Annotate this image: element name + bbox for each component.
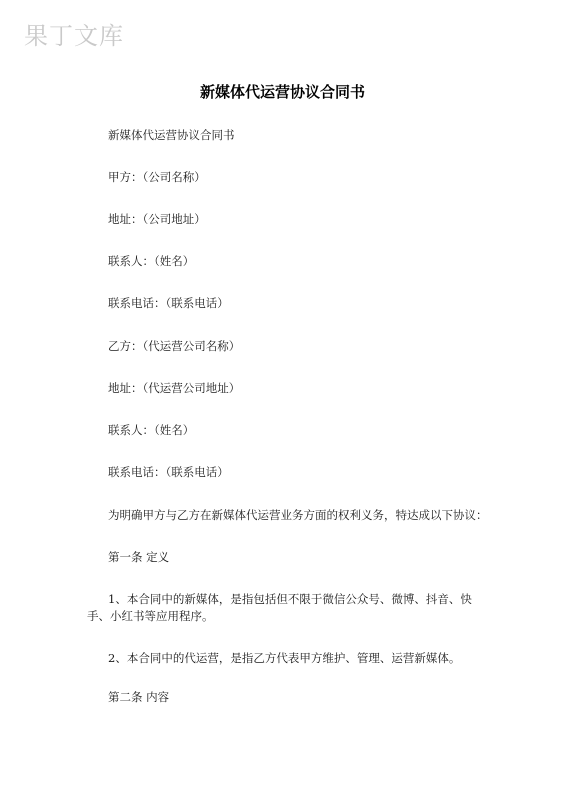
party-a-name: 甲方：（公司名称）: [108, 170, 206, 184]
article-1-clause-1: 1、本合同中的新媒体，是指包括但不限于微信公众号、微博、抖音、快手、小红书等应用程序。: [87, 592, 472, 623]
doc-heading-line: 新媒体代运营协议合同书: [108, 128, 235, 142]
article-2-heading: 第二条 内容: [108, 690, 170, 704]
party-a-contact: 联系人：（姓名）: [108, 254, 195, 268]
party-b-phone: 联系电话：（联系电话）: [108, 465, 229, 479]
article-1-heading: 第一条 定义: [108, 550, 170, 564]
agreement-purpose: 为明确甲方与乙方在新媒体代运营业务方面的权利义务，特达成以下协议：: [108, 508, 488, 522]
article-1-clause-2: 2、本合同中的代运营，是指乙方代表甲方维护、管理、运营新媒体。: [108, 651, 461, 665]
watermark-logo: 果丁文库: [24, 22, 124, 50]
party-b-contact: 联系人：（姓名）: [108, 423, 195, 437]
party-a-phone: 联系电话：（联系电话）: [108, 296, 229, 310]
party-b-address: 地址：（代运营公司地址）: [108, 381, 241, 395]
party-b-name: 乙方：（代运营公司名称）: [108, 339, 241, 353]
party-a-address: 地址：（公司地址）: [108, 212, 206, 226]
document-title: 新媒体代运营协议合同书: [199, 83, 365, 101]
